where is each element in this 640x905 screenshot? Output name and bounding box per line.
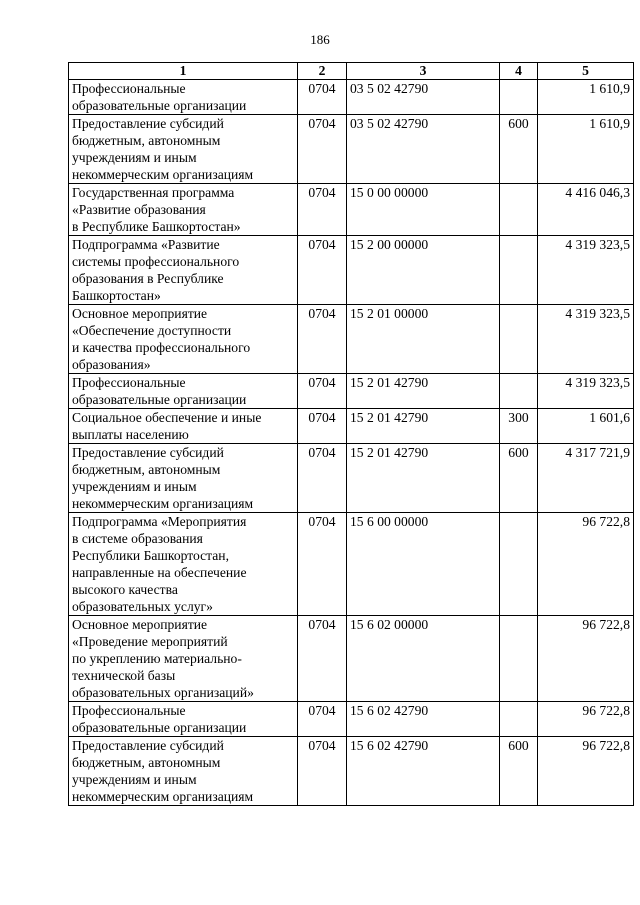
row-section-cell: 0704 [298,374,347,409]
header-col-1: 1 [69,63,298,80]
table-row [69,409,634,444]
row-section-cell: 0704 [298,702,347,737]
row-target-code-cell: 15 2 01 42790 [347,409,500,444]
page-number: 186 [310,32,330,47]
row-section-cell: 0704 [298,115,347,184]
row-section-cell: 0704 [298,616,347,702]
row-amount-cell: 1 610,9 [538,80,634,115]
row-target-code-cell: 15 2 01 42790 [347,374,500,409]
header-col-2: 2 [298,63,347,80]
table-row [69,616,634,702]
row-name-cell: Основное мероприятие «Проведение мероприятий по укреплению материально- технической базы образовательных организаций» [69,616,298,702]
row-section-cell: 0704 [298,236,347,305]
row-amount-cell: 4 317 721,9 [538,444,634,513]
row-expense-type-cell [500,236,538,305]
row-name-cell: Подпрограмма «Развитие системы профессионального образования в Республике Башкортостан» [69,236,298,305]
header-col-3: 3 [347,63,500,80]
row-name-cell: Предоставление субсидий бюджетным, автономным учреждениям и иным некоммерческим организациям [69,737,298,806]
row-section-cell: 0704 [298,80,347,115]
row-target-code-cell: 03 5 02 42790 [347,115,500,184]
table-row [69,737,634,806]
row-name-cell: Профессиональные образовательные организации [69,374,298,409]
row-target-code-cell: 15 2 00 00000 [347,236,500,305]
row-name-cell: Подпрограмма «Мероприятия в системе образования Республики Башкортостан, направленные на обеспечение высокого качества образовательных услуг» [69,513,298,616]
table-row [69,115,634,184]
table-row [69,513,634,616]
row-name-cell: Профессиональные образовательные организации [69,702,298,737]
row-name-cell: Основное мероприятие «Обеспечение доступности и качества профессионального образования» [69,305,298,374]
row-amount-cell: 96 722,8 [538,702,634,737]
row-target-code-cell: 15 6 02 00000 [347,616,500,702]
row-section-cell: 0704 [298,184,347,236]
table-row [69,236,634,305]
table-row [69,702,634,737]
row-section-cell: 0704 [298,737,347,806]
row-target-code-cell: 03 5 02 42790 [347,80,500,115]
row-amount-cell: 4 319 323,5 [538,236,634,305]
row-target-code-cell: 15 6 02 42790 [347,737,500,806]
row-target-code-cell: 15 2 01 00000 [347,305,500,374]
row-target-code-cell: 15 2 01 42790 [347,444,500,513]
row-amount-cell: 96 722,8 [538,513,634,616]
row-target-code-cell: 15 6 02 42790 [347,702,500,737]
row-expense-type-cell [500,184,538,236]
row-name-cell: Профессиональные образовательные организации [69,80,298,115]
row-amount-cell: 1 610,9 [538,115,634,184]
row-target-code-cell: 15 0 00 00000 [347,184,500,236]
header-col-5: 5 [538,63,634,80]
row-expense-type-cell: 600 [500,444,538,513]
row-expense-type-cell [500,80,538,115]
row-expense-type-cell [500,513,538,616]
table-row [69,305,634,374]
table-row [69,80,634,115]
row-amount-cell: 1 601,6 [538,409,634,444]
table-row [69,184,634,236]
row-expense-type-cell [500,374,538,409]
row-name-cell: Социальное обеспечение и иные выплаты населению [69,409,298,444]
table-row [69,374,634,409]
row-expense-type-cell: 600 [500,737,538,806]
row-amount-cell: 96 722,8 [538,737,634,806]
row-section-cell: 0704 [298,305,347,374]
table-header-row [69,63,634,80]
row-expense-type-cell: 600 [500,115,538,184]
row-section-cell: 0704 [298,409,347,444]
row-name-cell: Государственная программа «Развитие образования в Республике Башкортостан» [69,184,298,236]
row-section-cell: 0704 [298,513,347,616]
row-expense-type-cell: 300 [500,409,538,444]
row-amount-cell: 96 722,8 [538,616,634,702]
row-name-cell: Предоставление субсидий бюджетным, автономным учреждениям и иным некоммерческим организациям [69,115,298,184]
row-expense-type-cell [500,616,538,702]
row-amount-cell: 4 319 323,5 [538,305,634,374]
budget-table [68,62,634,806]
row-expense-type-cell [500,305,538,374]
row-target-code-cell: 15 6 00 00000 [347,513,500,616]
row-name-cell: Предоставление субсидий бюджетным, автономным учреждениям и иным некоммерческим организациям [69,444,298,513]
header-col-4: 4 [500,63,538,80]
row-section-cell: 0704 [298,444,347,513]
table-row [69,444,634,513]
row-amount-cell: 4 416 046,3 [538,184,634,236]
table-body [69,80,634,806]
row-expense-type-cell [500,702,538,737]
row-amount-cell: 4 319 323,5 [538,374,634,409]
